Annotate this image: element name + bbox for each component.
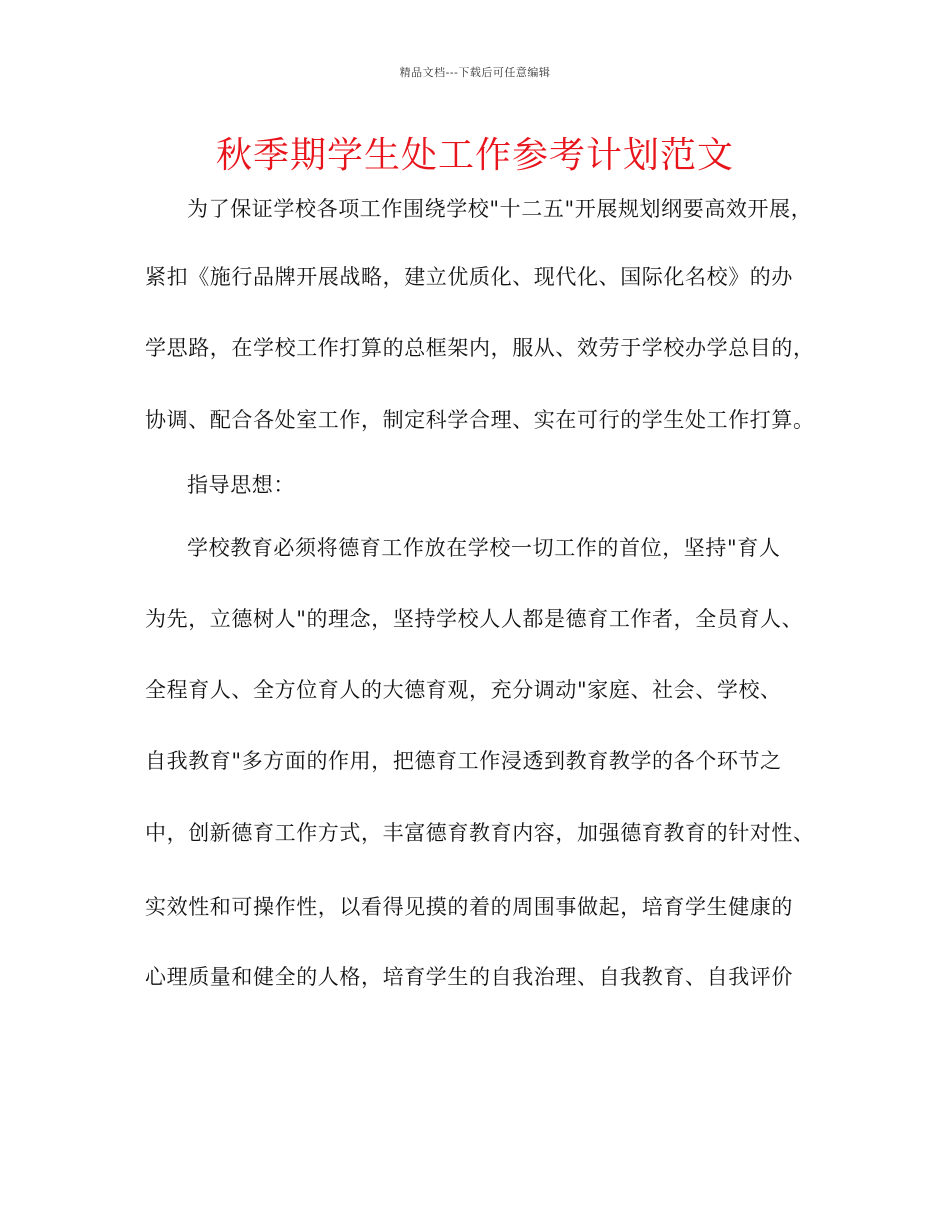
body-line-11: 心理质量和健全的人格，培育学生的自我治理、自我教育、自我评价 (145, 965, 793, 989)
body-line-3: 学思路，在学校工作打算的总框架内，服从、效劳于学校办学总目的， (145, 336, 815, 360)
body-line-8: 自我教育"多方面的作用，把德育工作浸透到教育教学的各个环节之 (145, 749, 782, 773)
body-line-6: 为先，立德树人"的理念，坚持学校人人都是德育工作者，全员育人、 (145, 607, 804, 631)
body-line-1: 为了保证学校各项工作围绕学校"十二五"开展规划纲要高效开展， (187, 197, 813, 221)
page-header: 精品文档---下载后可任意编辑 (399, 66, 551, 79)
body-line-4: 协调、配合各处室工作，制定科学合理、实在可行的学生处工作打算。 (145, 408, 815, 432)
document-title: 秋季期学生处工作参考计划范文 (215, 135, 734, 176)
body-line-7: 全程育人、全方位育人的大德育观，充分调动"家庭、社会、学校、 (145, 678, 782, 702)
body-line-5: 学校教育必须将德育工作放在学校一切工作的首位，坚持"育人 (187, 536, 781, 560)
body-line-10: 实效性和可操作性，以看得见摸的着的周围事做起，培育学生健康的 (145, 895, 793, 919)
body-line-9: 中，创新德育工作方式，丰富德育教育内容，加强德育教育的针对性、 (145, 821, 815, 845)
section-heading: 指导思想： (187, 473, 295, 497)
body-line-2: 紧扣《施行品牌开展战略，建立优质化、现代化、国际化名校》的办 (145, 265, 793, 289)
